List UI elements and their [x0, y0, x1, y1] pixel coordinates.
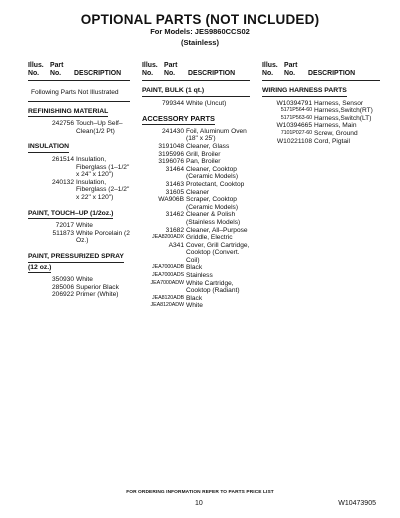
part-label: Part: [164, 62, 178, 69]
list-paint-bulk: [142, 100, 250, 108]
part-number: JEA8120ADB: [152, 294, 184, 301]
part-number: 31682: [165, 226, 184, 234]
part-number: 31464: [165, 165, 184, 173]
model-line: For Models: JES9860CCS02: [150, 27, 250, 36]
part-description: White: [76, 222, 93, 230]
part-row: [142, 272, 250, 280]
part-row: [142, 189, 250, 197]
description-label: DESCRIPTION: [308, 70, 356, 77]
part-row: [28, 179, 130, 202]
part-row: [142, 302, 250, 310]
part-row: [142, 100, 250, 108]
part-row: [142, 295, 250, 303]
part-number: 3191048: [158, 142, 184, 150]
part-description: Scraper, Cooktop (Ceramic Models): [186, 196, 239, 211]
part-number: JEA7000ADW: [150, 279, 184, 286]
part-row: [142, 181, 250, 189]
part-label: Part: [50, 62, 64, 69]
part-row: [142, 143, 250, 151]
list-paint-spray: [28, 276, 130, 299]
part-description: White Porcelain (2 Oz.): [76, 229, 130, 245]
no-label: No.: [28, 70, 40, 77]
no-label: No.: [142, 70, 154, 77]
part-number: 31605: [165, 188, 184, 196]
part-row: [142, 128, 250, 143]
part-number: A341: [168, 241, 184, 249]
part-row: [142, 151, 250, 159]
part-description: Screw, Ground: [314, 129, 358, 137]
part-description: Stainless: [186, 272, 213, 280]
part-description: White Cartridge, Cooktop (Radiant): [186, 279, 240, 295]
column-header: [142, 62, 250, 81]
part-row: [262, 130, 380, 138]
part-description: Cleaner, Glass: [186, 142, 230, 150]
section-insulation: INSULATION: [28, 143, 69, 153]
section-paint-spray: PAINT, PRESSURIZED SPRAY: [28, 253, 124, 263]
part-number: 5171P563-60: [280, 114, 312, 121]
part-row: [28, 222, 130, 230]
part-number: 242756: [51, 120, 74, 128]
part-description: Cleaner, All–Purpose: [186, 226, 248, 234]
list-paint-touchup: [28, 222, 130, 245]
section-paint-spray-size: (12 oz.): [28, 264, 51, 274]
part-number: 72017: [55, 222, 74, 230]
list-refinishing: [28, 120, 130, 135]
part-description: Harness,Switch(RT): [314, 107, 373, 115]
section-wiring-harness: WIRING HARNESS PARTS: [262, 87, 347, 97]
part-row: [28, 284, 130, 292]
part-number: 240132: [51, 178, 74, 186]
part-number: 285006: [51, 283, 74, 291]
column-header: [262, 62, 380, 81]
part-description: Grill, Broiler: [186, 150, 221, 158]
page-number: 10: [195, 500, 203, 507]
part-description: White: [76, 276, 93, 284]
no-label: No.: [164, 70, 176, 77]
no-label: No.: [284, 70, 296, 77]
part-label: Part: [284, 62, 298, 69]
part-number: 7101P027-60: [280, 129, 312, 136]
list-wiring-harness: [262, 100, 380, 146]
part-description: Harness, Main: [314, 122, 357, 130]
part-row: [28, 276, 130, 284]
part-description: Harness,Switch(LT): [314, 114, 372, 122]
part-description: Foil, Aluminum Oven (18" x 25'): [186, 127, 247, 143]
part-number: 511873: [52, 229, 74, 237]
part-row: [28, 230, 130, 245]
column-header: [28, 62, 130, 81]
section-accessory: ACCESSORY PARTS: [142, 114, 215, 124]
part-number: JEA8120ADW: [150, 302, 184, 309]
part-description: Insulation, Fiberglass (2–1/2" x 22" x 120"): [76, 178, 130, 201]
part-description: Black: [186, 294, 203, 302]
part-row: [142, 264, 250, 272]
description-label: DESCRIPTION: [188, 70, 236, 77]
part-row: [262, 100, 380, 108]
part-row: [28, 291, 130, 299]
list-accessory: [142, 128, 250, 310]
illus-label: Illus.: [28, 62, 44, 69]
part-description: White (Uncut): [186, 99, 227, 107]
part-row: [262, 115, 380, 123]
part-description: Harness, Sensor: [314, 99, 364, 107]
part-description: Cover, Grill Cartridge, Cooktop (Convert. Coil): [186, 241, 250, 264]
document-number: W10473905: [338, 500, 376, 507]
part-description: Cord, Pigtail: [314, 137, 350, 145]
part-row: [142, 280, 250, 295]
part-description: White: [186, 302, 203, 310]
part-number: 350930: [51, 276, 74, 284]
part-number: W10394791: [276, 99, 312, 107]
part-number: W10221108: [276, 137, 312, 145]
part-description: Black: [186, 264, 203, 272]
part-number: JEA7000ADS: [152, 272, 184, 279]
part-number: JEA8200ADX: [152, 234, 184, 241]
part-number: 3195996: [158, 150, 184, 158]
part-row: [262, 107, 380, 115]
part-row: [142, 211, 250, 226]
part-number: 261514: [51, 155, 74, 163]
part-description: Cleaner: [186, 188, 210, 196]
no-label: No.: [262, 70, 274, 77]
part-row: [142, 234, 250, 242]
part-number: W10394665: [276, 122, 312, 130]
part-number: 31462: [165, 211, 184, 219]
part-description: Primer (White): [76, 291, 119, 299]
part-number: 5171P564-60: [280, 107, 312, 114]
no-label: No.: [50, 70, 62, 77]
page-title: OPTIONAL PARTS (NOT INCLUDED): [80, 12, 320, 27]
variant-line: (Stainless): [181, 38, 219, 47]
part-description: Cleaner & Polish (Stainless Models): [186, 211, 241, 226]
part-number: 241430: [161, 127, 184, 135]
not-illustrated-note: Following Parts Not Illustrated: [28, 81, 130, 102]
part-description: Protectant, Cooktop: [186, 180, 245, 188]
part-row: [142, 227, 250, 235]
illus-label: Illus.: [262, 62, 278, 69]
list-insulation: [28, 156, 130, 202]
section-paint-touchup: PAINT, TOUCH–UP (1/2oz.): [28, 210, 113, 220]
part-number: 206922: [51, 291, 74, 299]
part-row: [28, 156, 130, 179]
parts-column-1: [28, 62, 130, 299]
part-number: 799344: [161, 99, 184, 107]
description-label: DESCRIPTION: [74, 70, 122, 77]
part-description: Griddle, Electric: [186, 234, 233, 242]
parts-column-3: [262, 62, 380, 145]
part-description: Insulation, Fiberglass (1–1/2" x 24" x 120"): [76, 155, 130, 179]
section-paint-bulk: PAINT, BULK (1 qt.): [142, 87, 250, 97]
part-description: Superior Black: [76, 283, 119, 291]
illus-label: Illus.: [142, 62, 158, 69]
section-refinishing: REFINISHING MATERIAL: [28, 108, 108, 118]
part-row: [142, 166, 250, 181]
part-description: Touch–Up Self–Clean(1/2 Pt): [76, 120, 123, 135]
ordering-note: FOR ORDERING INFORMATION REFER TO PARTS PRICE LIST: [126, 490, 274, 495]
part-row: [142, 196, 250, 211]
part-row: [142, 158, 250, 166]
part-row: [262, 138, 380, 146]
part-description: Cleaner, Cooktop (Ceramic Models): [186, 165, 239, 181]
part-number: JEA7000ADB: [152, 264, 184, 271]
part-row: [28, 120, 130, 135]
part-number: WA906B: [158, 196, 184, 204]
part-row: [142, 242, 250, 265]
part-row: [262, 122, 380, 130]
part-number: 3196076: [158, 158, 184, 166]
part-number: 31463: [165, 180, 184, 188]
part-description: Pan, Broiler: [186, 158, 221, 166]
parts-column-2: [142, 62, 250, 310]
